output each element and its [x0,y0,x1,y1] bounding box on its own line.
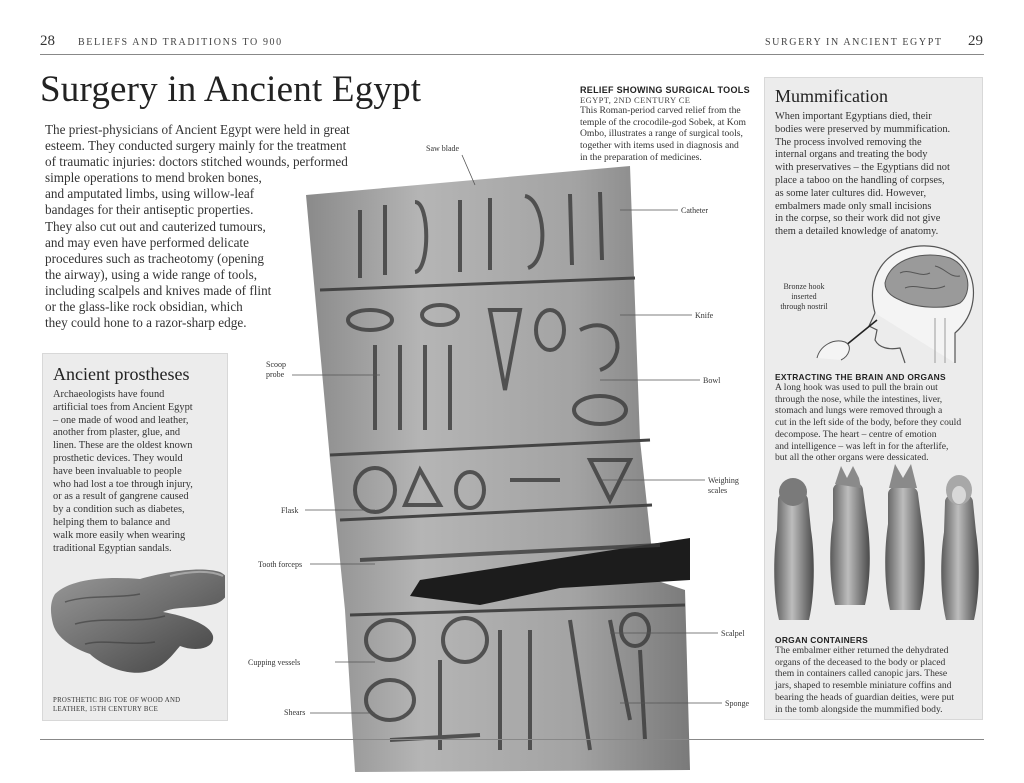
label-cupping-vessels: Cupping vessels [248,658,301,667]
brain-heading: EXTRACTING THE BRAIN AND ORGANS [775,372,946,382]
page-title: Surgery in Ancient Egypt [40,69,422,110]
intro-line: bandages for their antiseptic properties. [45,202,254,218]
caption-line: in the preparation of medicines. [580,151,702,163]
text-line: traditional Egyptian sandals. [53,542,172,554]
text-line: have been invaluable to people [53,465,182,477]
label-scalpel: Scalpel [721,629,745,638]
right-running-head: SURGERY IN ANCIENT EGYPT [765,37,943,48]
caption-line: stomach and lungs were removed through a [775,405,943,417]
label-tooth-forceps: Tooth forceps [258,560,303,569]
text-line: embalmers made only small incisions [775,200,932,212]
caption-line: Ombo, illustrates a range of surgical tools, [580,128,743,140]
left-running-head: BELIEFS AND TRADITIONS TO 900 [78,37,283,48]
label-shears: Shears [284,708,306,717]
label-line: Weighing [708,476,739,485]
caption-line: and intelligence – was left in for the afterlife, [775,440,949,452]
intro-line: including scalpels and knives made of flint [45,282,272,298]
text-line: bodies were preserved by mummification. [775,123,951,135]
canopic-jar [830,466,870,605]
caption-line: temple of the crocodile-god Sobek, at Kom [580,116,746,128]
label-line: probe [266,370,285,379]
label-bowl: Bowl [703,376,721,385]
intro-line: or the glass-like rock obsidian, which [45,299,243,315]
mummification-panel [764,77,983,720]
label-line: Scoop [266,360,286,369]
caption-line: through the nose, while the intestines, liver, [775,393,943,405]
intro-line: The priest-physicians of Ancient Egypt were held in great [45,122,350,137]
caption-line: PROSTHETIC BIG TOE OF WOOD AND [53,697,181,704]
caption-line: together with items used in diagnosis and [580,140,739,152]
intro-line: procedures such as tracheotomy (opening [45,250,264,266]
mummification-text [775,111,980,239]
text-line: by a condition such as diabetes, [53,504,185,516]
containers-heading: ORGAN CONTAINERS [775,635,869,645]
prostheses-heading: Ancient prostheses [53,364,190,384]
label-weighing-scales [708,476,739,496]
canopic-jar [885,464,925,610]
caption-line: in the tomb alongside the mummified body. [775,703,943,715]
label-line: scales [708,486,728,495]
intro-line: simple operations to mend broken bones, [45,170,262,186]
label-catheter: Catheter [681,206,709,215]
label-line: Bronze hook [783,282,825,291]
relief-heading: RELIEF SHOWING SURGICAL TOOLS [580,85,750,95]
intro-line: the airway), using a wide range of tools, [45,266,258,282]
text-line: artificial toes from Ancient Egypt [53,401,193,413]
caption-line: This Roman-period carved relief from the [580,105,741,116]
text-line: helping them to balance and [53,516,171,528]
text-line: Archaeologists have found [53,389,165,400]
brain-extraction-caption [775,372,980,464]
text-line: in the corpse, so their work did not give [775,213,941,225]
intro-line: of traumatic injuries: doctors stitched wounds, performed [45,154,348,170]
text-line: – one made of wood and leather, [53,414,189,426]
caption-line: organs of the deceased to the body or placed [775,656,946,668]
caption-line: bearing the heads of guardian deities, were put [775,691,955,703]
text-line: place a taboo on the handling of corpses, [775,174,945,186]
label-saw-blade: Saw blade [426,144,460,153]
text-line: another from plaster, glue, and [53,427,181,439]
left-page-number: 28 [40,33,55,49]
caption-line: jars, shaped to resemble miniature coffins and [775,680,952,692]
caption-line: A long hook was used to pull the brain out [775,382,938,393]
text-line: or as a result of gangrene caused [53,491,189,503]
caption-line: decompose. The heart – centre of emotion [775,428,937,440]
relief-subheading: EGYPT, 2ND CENTURY CE [580,95,691,105]
text-line: with preservatives – the Egyptians did not [775,162,950,174]
mummification-heading: Mummification [775,86,888,106]
footer-rule [40,739,984,740]
text-line: linen. These are the oldest known [53,440,193,452]
intro-line: they could hone to a razor-sharp edge. [45,315,247,331]
text-line: When important Egyptians died, their [775,111,932,122]
canopic-jar [774,478,814,620]
organ-containers-caption [775,635,980,715]
intro-line: and may even have performed delicate [45,234,249,250]
text-line: who had lost a toe through injury, [53,478,193,490]
label-sponge: Sponge [725,699,749,708]
right-page-number: 29 [968,33,983,49]
text-line: walk more easily when wearing [53,529,186,541]
caption-line: cut in the left side of the body, before they could [775,417,962,429]
caption-line: them in containers called canopic jars. These [775,668,948,680]
label-knife: Knife [695,311,714,320]
label-scoop-probe [266,360,286,380]
label-line: inserted [791,292,817,301]
label-line: through nostril [780,302,828,311]
text-line: prosthetic devices. They would [53,452,183,464]
canopic-jar [941,475,979,620]
label-flask: Flask [281,506,299,515]
intro-line: They also cut out and cauterized tumours, [45,218,266,234]
text-line: them a detailed knowledge of anatomy. [775,226,939,238]
intro-line: and amputated limbs, using willow-leaf [45,186,255,202]
text-line: The process involved removing the [775,136,922,148]
caption-line: LEATHER, 15TH CENTURY BCE [53,706,159,713]
intro-line: esteem. They conducted surgery mainly for the treatment [45,138,347,154]
text-line: internal organs and treating the body [775,149,928,161]
caption-line: The embalmer either returned the dehydrated [775,645,949,656]
canopic-jars-image [765,460,982,630]
text-line: as some later cultures did. However, [775,187,927,199]
label-bronze-hook [773,282,835,312]
caption-line: but all the other organs were dessicated. [775,452,929,464]
